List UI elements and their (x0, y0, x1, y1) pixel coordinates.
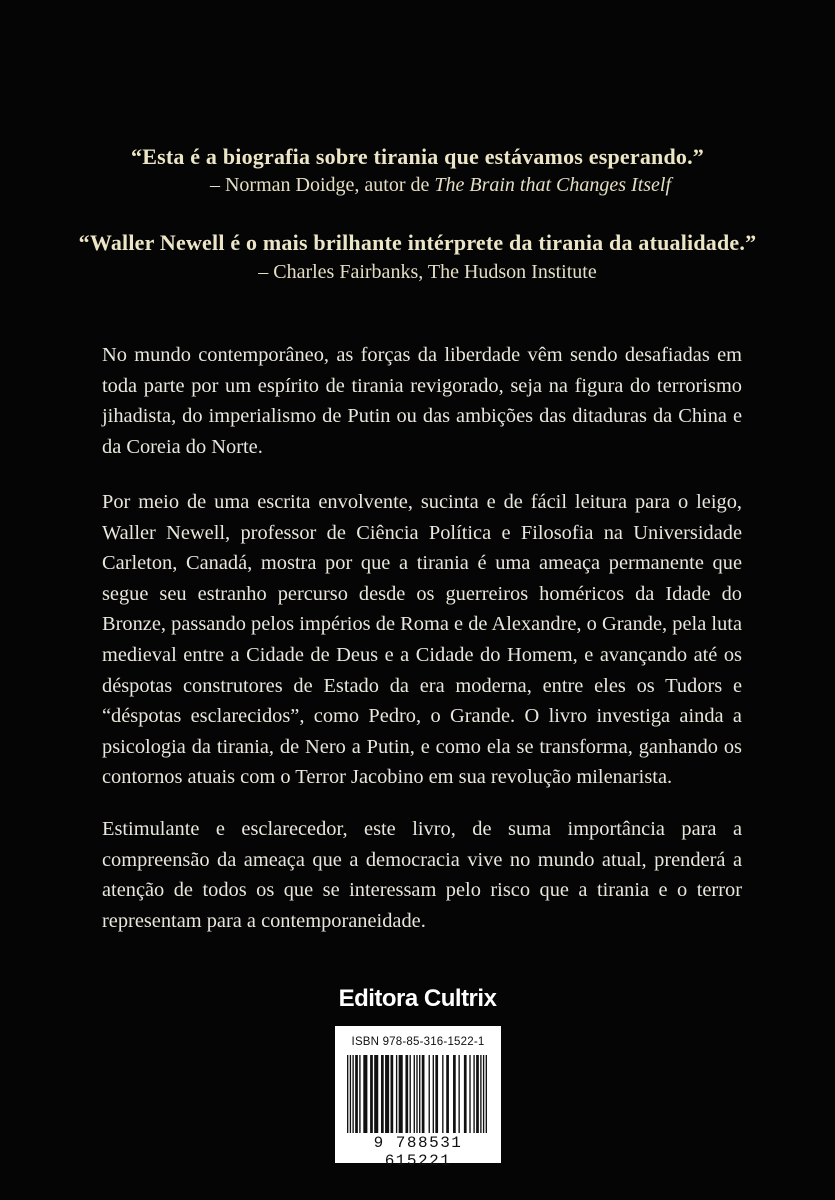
barcode-bar (469, 1055, 470, 1133)
barcode-bar (385, 1055, 389, 1133)
barcode-bar (370, 1055, 373, 1133)
synopsis-paragraph-1: No mundo contemporâneo, as forças da liberdade vêm sendo desafiadas em toda parte por um espírito de tirania revigorado, seja na figura do terrorismo jihadista, do imperialismo de Putin ou das ambições das ditaduras da China e da Coreia do Norte. (102, 344, 742, 458)
barcode-bar (435, 1055, 438, 1133)
barcode-bar (399, 1055, 403, 1133)
barcode-bar (429, 1055, 430, 1133)
barcode-bar (410, 1055, 411, 1133)
barcode-bar (458, 1055, 459, 1133)
barcode-bar (350, 1055, 351, 1133)
barcode-bar (464, 1055, 467, 1133)
barcode-bar (355, 1055, 358, 1133)
isbn-label: ISBN 978-85-316-1522-1 (351, 1036, 485, 1048)
endorsement-author-2: – Charles Fairbanks, The Hudson Institute (258, 261, 597, 283)
barcode-bar (391, 1055, 394, 1133)
barcode-bar (347, 1055, 348, 1133)
barcode-bar (473, 1055, 474, 1133)
barcode-bar (453, 1055, 456, 1133)
book-title-reference: The Brain that Changes Itself (434, 174, 672, 196)
barcode-bar (486, 1055, 487, 1133)
barcode-bar (433, 1055, 434, 1133)
publisher-name: Editora Cultrix (338, 985, 497, 1012)
endorsement-author-1 (0, 174, 835, 197)
barcode-digits: 9 788531 615221 (373, 1134, 463, 1170)
barcode-bar (363, 1055, 367, 1133)
barcode-bar (405, 1055, 408, 1133)
endorsement-quote-2: “Waller Newell é o mais brilhante intérprete da tirania da atualidade.” (78, 230, 757, 255)
barcode-bar (374, 1055, 378, 1133)
barcode-bar (416, 1055, 417, 1133)
author-name-1: – Norman Doidge, autor de (209, 174, 435, 196)
barcode-bar (352, 1055, 353, 1133)
barcode-bar (483, 1055, 484, 1133)
synopsis-paragraph-3: Estimulante e esclarecedor, este livro, de suma importância para a compreensão da ameaça que a democracia vive no mundo atual, prenderá a atenção de todos os que se interessam pelo risco que a tirania e o terror representam para a contemporaneidade. (102, 818, 742, 932)
barcode-bar (446, 1055, 449, 1133)
barcode-bar (480, 1055, 481, 1133)
barcode-bar (476, 1055, 479, 1133)
barcode-bar (414, 1055, 415, 1133)
barcode-bar (442, 1055, 443, 1133)
isbn-barcode (335, 1026, 501, 1170)
synopsis-paragraph-2: Por meio de uma escrita envolvente, sucinta e de fácil leitura para o leigo, Waller Newell, professor de Ciência Política e Filosofia na Universidade Carleton, Canadá, mostra por que a tirania é uma ameaça permanente que segue seu estranho percurso desde os guerreiros homéricos da Idade do Bronze, passando pelos impérios de Roma e de Alexandre, o Grande, pela luta medieval entre a Cidade de Deus e a Cidade do Homem, e avançando até os déspotas construtores de Estado da era moderna, entre eles os Tudors e “déspotas esclarecidos”, como Pedro, o Grande. O livro investiga ainda a psicologia da tirania, de Nero a Putin, e como ela se transforma, ganhando os contornos atuais com o Terror Jacobino em sua revolução milenarista. (102, 491, 742, 789)
barcode-bar (381, 1055, 384, 1133)
barcode-bar (419, 1055, 420, 1133)
barcode-bars (345, 1055, 491, 1135)
barcode-bar (359, 1055, 360, 1133)
barcode-bar (422, 1055, 425, 1133)
endorsement-quote-1: “Esta é a biografia sobre tirania que estávamos esperando.” (131, 144, 704, 169)
barcode-bar (396, 1055, 397, 1133)
